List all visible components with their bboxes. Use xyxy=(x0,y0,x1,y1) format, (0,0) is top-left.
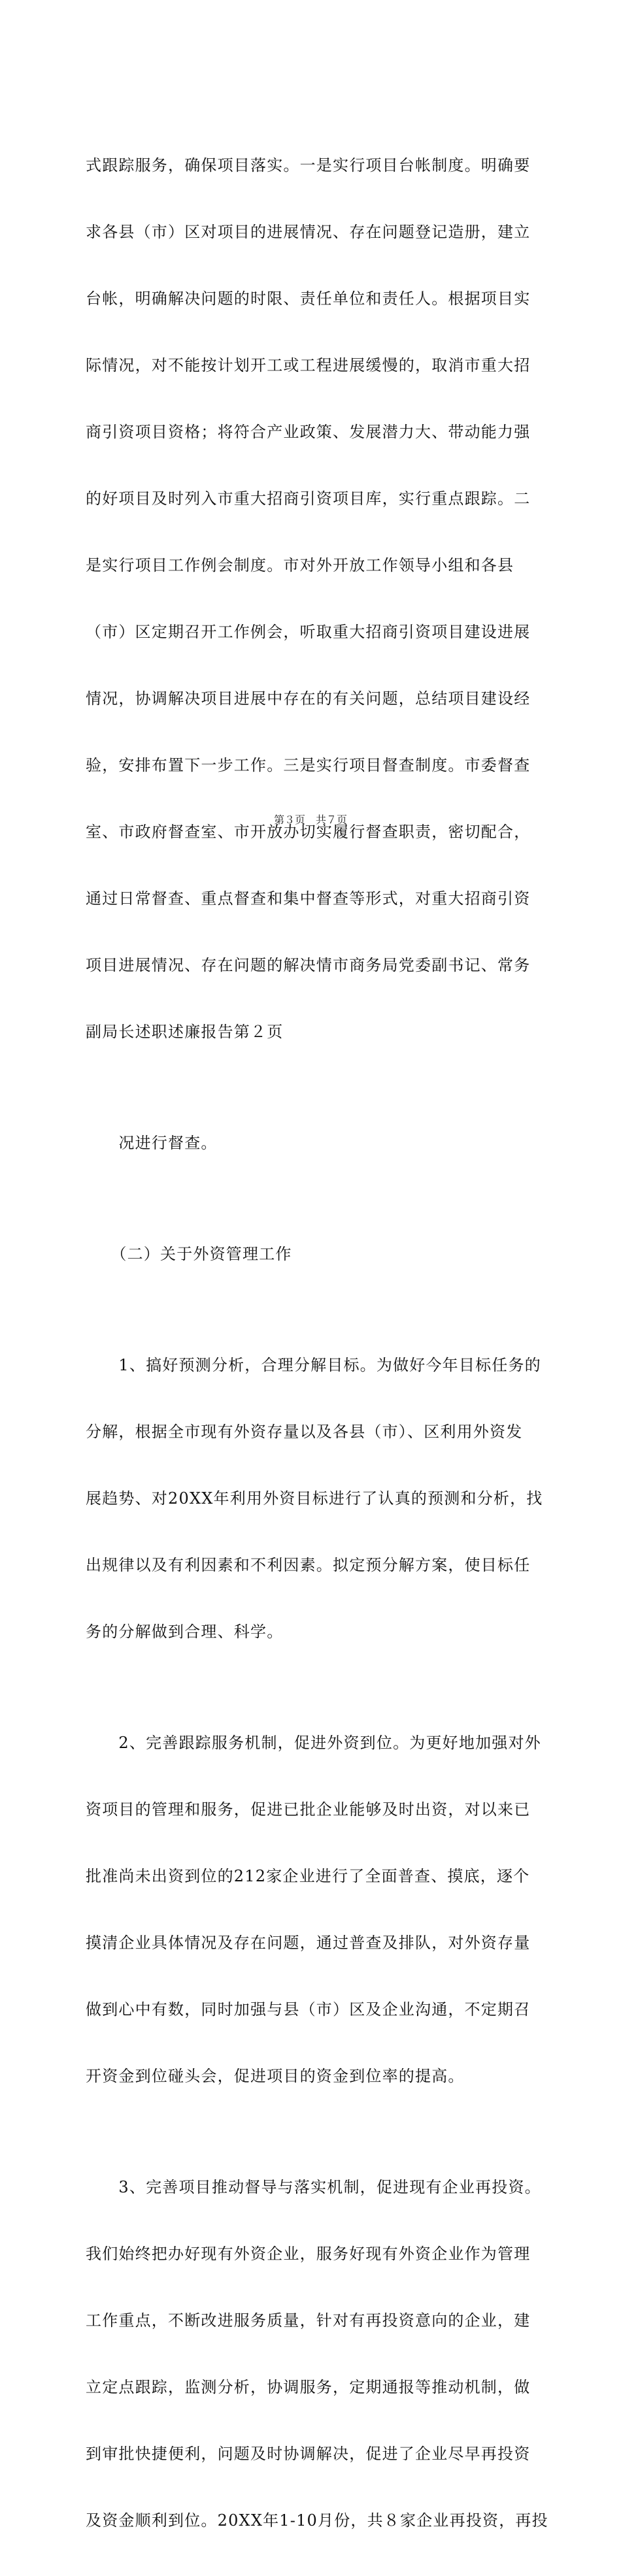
text-line: 3、完善项目推动督导与落实机制，促进现有企业再投资。 xyxy=(86,2178,541,2196)
text-line: 室、市政府督查室、市开放办切实履行督查职责，密切配合， xyxy=(86,823,531,841)
text-line: 验，安排布置下一步工作。三是实行项目督查制度。市委督查 xyxy=(86,756,531,774)
text-line: 台帐，明确解决问题的时限、责任单位和责任人。根据项目实 xyxy=(86,289,531,308)
text-line: （二）关于外资管理工作 xyxy=(86,1245,292,1263)
text-line: 通过日常督查、重点督查和集中督查等形式，对重大招商引资 xyxy=(86,889,531,908)
text-line: 展趋势、对20XX年利用外资目标进行了认真的预测和分析，找 xyxy=(86,1489,543,1508)
section-heading xyxy=(86,1198,543,1310)
text-line: 立定点跟踪，监测分析，协调服务，定期通报等推动机制，做 xyxy=(86,2378,531,2396)
text-line: 况进行督查。 xyxy=(86,1134,218,1152)
text-line: 副局长述职述廉报告第２页 xyxy=(86,1023,284,1041)
text-line: 分解，根据全市现有外资存量以及各县（市）、区利用外资发 xyxy=(86,1423,523,1441)
text-line: 1、搞好预测分析，合理分解目标。为做好今年目标任务的 xyxy=(86,1356,541,1374)
text-line: 的好项目及时列入市重大招商引资项目库，实行重点跟踪。二 xyxy=(86,489,531,508)
text-line: 是实行项目工作例会制度。市对外开放工作领导小组和各县 xyxy=(86,556,514,574)
text-line: 开资金到位碰头会，促进项目的资金到位率的提高。 xyxy=(86,2067,465,2085)
text-line: 摸清企业具体情况及存在问题，通过普查及排队，对外资存量 xyxy=(86,1934,531,1952)
text-line: 2、完善跟踪服务机制，促进外资到位。为更好地加强对外 xyxy=(86,1734,541,1752)
text-line: 务的分解做到合理、科学。 xyxy=(86,1623,284,1641)
text-line: 及资金顺利到位。20XX年1-10月份，共８家企业再投资，再投 xyxy=(86,2511,548,2530)
text-line: 项目进展情况、存在问题的解决情市商务局党委副书记、常务 xyxy=(86,956,531,974)
text-line: 我们始终把办好现有外资企业，服务好现有外资企业作为管理 xyxy=(86,2245,531,2263)
text-line: 情况，协调解决项目进展中存在的有关问题，总结项目建设经 xyxy=(86,689,531,708)
text-line: （市）区定期召开工作例会，听取重大招商引资项目建设进展 xyxy=(86,623,531,641)
page-number-footer xyxy=(0,814,621,827)
text-line: 商引资项目资格；将符合产业政策、发展潜力大、带动能力强 xyxy=(86,423,531,441)
text-line: 到审批快捷便利，问题及时协调解决，促进了企业尽早再投资 xyxy=(86,2445,531,2463)
text-line: 式跟踪服务，确保项目落实。一是实行项目台帐制度。明确要 xyxy=(86,156,531,174)
paragraph-inspection xyxy=(86,1087,543,1198)
text-line: 出规律以及有利因素和不利因素。拟定预分解方案，使目标任 xyxy=(86,1556,531,1574)
document-body xyxy=(86,110,548,2576)
page-number-label: 第３页 共７页 xyxy=(273,814,347,826)
text-line: 际情况，对不能按计划开工或工程进展缓慢的，取消市重大招 xyxy=(86,356,531,374)
text-line: 求各县（市）区对项目的进展情况、存在问题登记造册，建立 xyxy=(86,223,531,241)
text-line: 做到心中有数，同时加强与县（市）区及企业沟通，不定期召 xyxy=(86,2000,531,2019)
text-line: 资项目的管理和服务，促进已批企业能够及时出资，对以来已 xyxy=(86,1800,531,1819)
paragraph-item-3 xyxy=(86,2132,548,2576)
paragraph-item-2 xyxy=(86,1687,543,2132)
text-line: 工作重点，不断改进服务质量，针对有再投资意向的企业，建 xyxy=(86,2311,531,2330)
text-line: 批准尚未出资到位的212家企业进行了全面普查、摸底，逐个 xyxy=(86,1867,530,1885)
paragraph-tracking-service xyxy=(86,110,543,1087)
paragraph-item-1 xyxy=(86,1310,543,1687)
